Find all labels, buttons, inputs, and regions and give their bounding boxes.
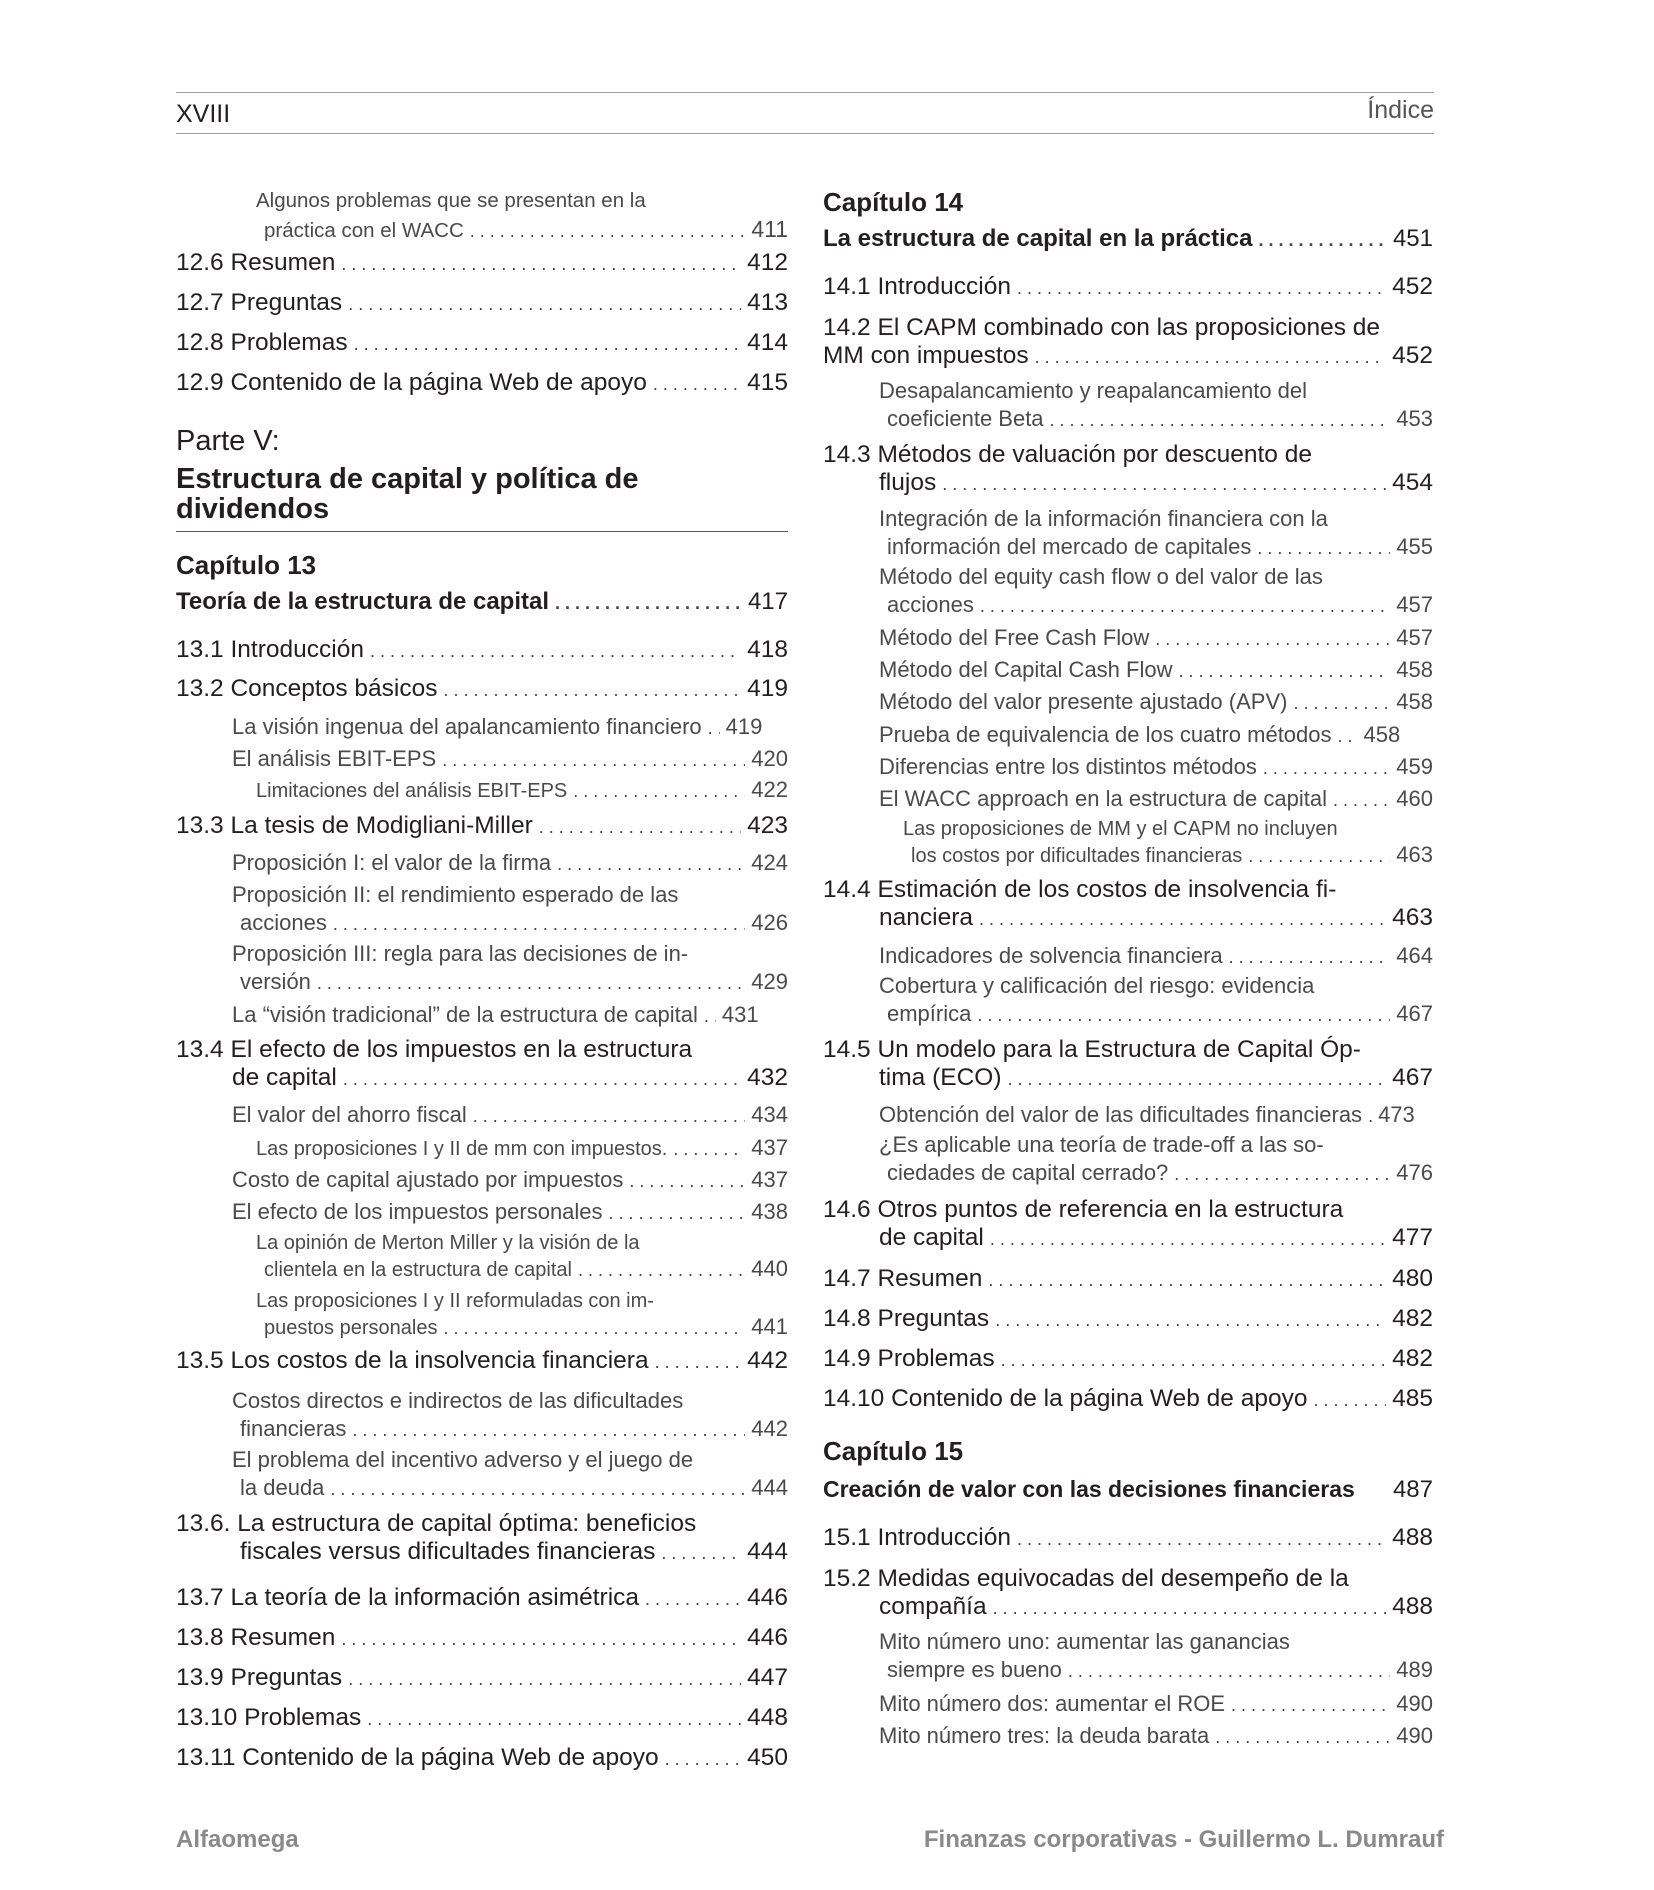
toc-entry[interactable] [823,1196,1433,1253]
leader-dots [473,1102,746,1130]
toc-entry-title: 13.1 Introducción [176,636,364,663]
leader-dots [1333,786,1390,814]
leader-dots [1017,274,1386,302]
toc-page-number: 473 [1378,1102,1415,1127]
toc-page-number: 457 [1396,592,1433,617]
toc-subentry[interactable] [232,940,788,997]
toc-entry-title: siempre es bueno [887,1657,1062,1682]
toc-entry-title: La visión ingenua del apalancamiento financiero [232,714,702,739]
toc-page-number: 448 [747,1704,788,1731]
toc-page-number: 419 [725,714,763,739]
toc-entry-title: Método del valor presente ajustado (APV) [879,689,1288,714]
toc-page-number: 413 [747,289,788,316]
toc-entry-title: 13.5 Los costos de la insolvencia financiera [176,1347,649,1374]
toc-page-number: 446 [747,1584,788,1611]
toc-entry-line: Cobertura y calificación del riesgo: evidencia [879,973,1315,998]
toc-subentry[interactable] [879,753,1433,782]
leader-dots [993,1594,1387,1622]
toc-entry-title: Método del Free Cash Flow [879,625,1150,650]
toc-entry[interactable] [823,1524,1433,1553]
toc-subentry[interactable] [232,713,788,742]
toc-subentry[interactable] [232,849,788,878]
toc-entry[interactable] [823,1305,1433,1334]
toc-entry-title: práctica con el WACC [264,219,464,242]
toc-page-number: 431 [721,1002,759,1027]
leader-dots [1178,657,1390,685]
toc-entry-title: 12.7 Preguntas [176,289,343,316]
toc-page-number: 458 [1396,689,1433,714]
toc-page-number: 440 [751,1256,788,1281]
toc-entry[interactable] [176,329,788,358]
leader-dots [1035,343,1387,371]
toc-page-number: 419 [747,675,788,702]
toc-entry-title: coeficiente Beta [887,406,1044,431]
toc-entry-title: fiscales versus dificultades financieras [240,1538,656,1565]
leader-dots [708,714,720,742]
leader-dots [665,1745,741,1773]
toc-entry-title: 12.8 Problemas [176,329,348,356]
toc-subentry[interactable] [879,656,1433,685]
toc-entry-title: MM con impuestos [823,342,1029,369]
toc-subentry[interactable] [232,1446,788,1503]
toc-entry-title: Mito número tres: la deuda barata [879,1723,1210,1748]
toc-page-number: 490 [1396,1723,1433,1748]
toc-entry-title: acciones [887,592,974,617]
toc-entry-title: acciones [240,910,327,935]
toc-subentry[interactable] [879,721,1433,750]
toc-entry-title: Limitaciones del análisis EBIT-EPS [256,780,568,802]
leader-dots [704,1002,716,1030]
toc-entry-title: Método del Capital Cash Flow [879,657,1173,682]
toc-page-number: 417 [747,588,788,615]
toc-entry-line: Costos directos e indirectos de las dificultades [232,1388,684,1413]
toc-subentry[interactable] [879,505,1433,562]
toc-entry-title: Teoría de la estructura de capital [176,588,550,615]
toc-chapter-entry[interactable] [176,588,788,617]
toc-page-number: 482 [1392,1345,1433,1372]
toc-entry-title: 13.11 Contenido de la página Web de apoyo [176,1744,659,1771]
toc-page-number: 463 [1392,904,1433,931]
toc-entry-title: El WACC approach en la estructura de capital [879,786,1327,811]
leader-dots [609,1199,746,1227]
leader-dots [629,1167,745,1195]
leader-dots [1215,1723,1390,1751]
toc-entry[interactable] [176,1704,788,1733]
leader-dots [367,1705,741,1733]
toc-page-number: 412 [747,249,788,276]
toc-entry-title: Obtención del valor de las dificultades financieras [879,1102,1363,1127]
chapter-label: Capítulo 13 [176,550,317,580]
toc-page-number: 442 [751,1416,788,1441]
toc-subsubentry[interactable] [256,1230,788,1283]
toc-entry-line: 14.2 El CAPM combinado con las proposiciones de [823,314,1381,341]
toc-entry-title: 14.8 Preguntas [823,1305,990,1332]
toc-entry-title: Prueba de equivalencia de los cuatro métodos [879,722,1332,747]
leader-dots [330,1475,745,1503]
toc-entry-title: 14.1 Introducción [823,273,1011,300]
toc-entry-title: versión [240,969,311,994]
toc-entry[interactable] [176,369,788,398]
leader-dots [470,217,746,245]
toc-page-number: 460 [1396,786,1433,811]
toc-subentry[interactable] [232,1198,788,1227]
leader-dots [1017,1525,1386,1553]
toc-page-number: 441 [751,1314,788,1339]
header-top-rule [176,92,1434,93]
toc-chapter-entry[interactable] [823,225,1433,254]
toc-entry[interactable] [823,441,1433,498]
leader-dots [1314,1386,1387,1414]
toc-entry[interactable] [176,249,788,278]
leader-dots [655,1348,742,1376]
toc-page-number: 420 [751,746,788,771]
leader-dots [443,1315,745,1341]
toc-entry-title: Mito número dos: aumentar el ROE [879,1691,1226,1716]
toc-entry-line: Integración de la información financiera con la [879,506,1328,531]
leader-dots [1068,1657,1390,1685]
toc-page-number: 424 [751,850,788,875]
toc-entry-title: financieras [240,1416,347,1441]
leader-dots [988,1266,1386,1294]
toc-page-number: 429 [751,969,788,994]
leader-dots [1248,843,1390,869]
toc-page-number: 415 [747,369,788,396]
toc-subentry[interactable] [232,1166,788,1195]
toc-entry-title: nanciera [879,904,973,931]
leader-dots [1231,1691,1390,1719]
toc-entry[interactable] [823,1385,1433,1414]
toc-entry-title: Proposición I: el valor de la firma [232,850,552,875]
toc-entry[interactable] [823,1265,1433,1294]
toc-subsubentry[interactable] [903,816,1433,869]
leader-dots [979,905,1386,933]
toc-entry-title: El análisis EBIT-EPS [232,746,437,771]
toc-subentry[interactable] [232,1001,788,1030]
toc-page-number: 457 [1396,625,1433,650]
toc-page-number: 411 [751,216,788,242]
leader-dots [317,969,745,997]
toc-entry-line: Desapalancamiento y reapalancamiento del [879,378,1308,403]
toc-entry[interactable] [176,812,788,841]
toc-entry[interactable] [176,1744,788,1773]
toc-entry-line: La opinión de Merton Miller y la visión de la [256,1232,640,1254]
toc-entry-title: 13.7 La teoría de la información asimétrica [176,1584,640,1611]
toc-page-number: 423 [747,812,788,839]
leader-dots [1338,722,1358,750]
toc-entry-line: Mito número uno: aumentar las ganancias [879,1629,1290,1654]
toc-entry-line: 14.6 Otros puntos de referencia en la estructura [823,1196,1344,1223]
toc-entry-line: Proposición II: el rendimiento esperado de las [232,882,679,907]
leader-dots [980,592,1390,620]
toc-page-number: 452 [1392,342,1433,369]
toc-subsubentry[interactable] [256,1288,788,1341]
toc-entry[interactable] [176,1347,788,1376]
leader-dots [653,370,741,398]
toc-page-number: 489 [1396,1657,1433,1682]
leader-dots [1257,534,1390,562]
toc-page-number: 434 [751,1102,788,1127]
toc-entry-title: 15.1 Introducción [823,1524,1011,1551]
toc-entry-title: La “visión tradicional” de la estructura de capital [232,1002,698,1027]
leader-dots [352,1416,745,1444]
toc-entry[interactable] [176,675,788,704]
toc-page-number: 467 [1392,1064,1433,1091]
toc-page-number: 458 [1396,657,1433,682]
toc-entry[interactable] [823,1036,1433,1093]
leader-dots [1263,754,1390,782]
toc-entry-line: 14.4 Estimación de los costos de insolvencia fi- [823,876,1337,903]
leader-dots [348,290,741,318]
toc-entry[interactable] [176,636,788,665]
toc-page-number: 463 [1396,842,1433,867]
leader-dots [573,778,745,804]
toc-page-number: 422 [751,777,788,802]
toc-subentry[interactable] [879,1101,1433,1130]
toc-entry-title: 12.9 Contenido de la página Web de apoyo [176,369,647,396]
leader-dots [1293,689,1390,717]
leader-dots [1368,1102,1372,1130]
toc-entry-title: tima (ECO) [879,1064,1002,1091]
toc-entry-title: los costos por dificultades financieras [911,845,1243,867]
toc-subentry[interactable] [879,563,1433,620]
toc-page-number: 487 [1392,1476,1433,1503]
toc-page-number: 437 [751,1167,788,1192]
toc-entry-line: 14.5 Un modelo para la Estructura de Capital Óp- [823,1036,1361,1063]
toc-entry[interactable] [823,876,1433,933]
footer-publisher: Alfaomega [176,1826,299,1853]
toc-page-number: 442 [747,1347,788,1374]
part-label: Parte V: [176,425,280,457]
toc-entry-title: Creación de valor con las decisiones financieras [823,1476,1355,1502]
toc-entry-title: de capital [879,1224,984,1251]
leader-dots [1155,625,1390,653]
toc-entry-title: 14.7 Resumen [823,1265,983,1292]
toc-entry-title: 14.9 Problemas [823,1345,995,1372]
toc-page-number: 444 [747,1538,788,1565]
chapter-label: Capítulo 15 [823,1436,964,1466]
running-header: Índice [1367,96,1434,124]
toc-page-number: 438 [751,1199,788,1224]
chapter-label: Capítulo 14 [823,187,964,217]
toc-entry[interactable] [823,1565,1433,1622]
toc-entry-title: Indicadores de solvencia financiera [879,943,1223,968]
toc-entry[interactable] [823,273,1433,302]
toc-entry-line: Las proposiciones I y II reformuladas con im- [256,1290,654,1312]
leader-dots [348,1665,741,1693]
toc-entry[interactable] [176,1624,788,1653]
toc-page-number: 476 [1396,1160,1433,1185]
footer-book-title: Finanzas corporativas - Guillermo L. Dumrauf [923,1826,1444,1853]
toc-page-number: 482 [1392,1305,1433,1332]
leader-dots [942,470,1386,498]
toc-page-number: 454 [1392,469,1433,496]
toc-entry-title: clientela en la estructura de capital [264,1259,572,1281]
toc-page-number: 488 [1392,1593,1433,1620]
toc-entry-line: 13.6. La estructura de capital óptima: beneficios [176,1510,697,1537]
leader-dots [1008,1065,1387,1093]
toc-entry-title: 13.3 La tesis de Modigliani-Miller [176,812,533,839]
toc-entry-line: 15.2 Medidas equivocadas del desempeño de la [823,1565,1349,1592]
toc-entry-line: Proposición III: regla para las decisiones de in- [232,941,689,966]
toc-page-number: 444 [751,1475,788,1500]
toc-page-number: 418 [747,636,788,663]
toc-entry-title: 14.10 Contenido de la página Web de apoyo [823,1385,1308,1412]
toc-subentry[interactable] [879,688,1433,717]
part-title: Estructura de capital y política de dividendos [176,463,639,525]
toc-subentry[interactable] [232,881,788,938]
toc-subentry[interactable] [232,1387,788,1444]
toc-page-number: 452 [1392,273,1433,300]
leader-dots [990,1225,1386,1253]
leader-dots [557,850,745,878]
toc-entry-line: Método del equity cash flow o del valor de las [879,564,1323,589]
toc-entry-title: Las proposiciones I y II de mm con impuestos. [256,1138,668,1160]
toc-subsubentry[interactable] [256,1135,788,1162]
toc-entry-line: 13.4 El efecto de los impuestos en la estructura [176,1036,693,1063]
leader-dots [673,1136,745,1162]
toc-subentry[interactable] [879,942,1433,971]
toc-entry-title: información del mercado de capitales [887,534,1252,559]
toc-entry-line: ¿Es aplicable una teoría de trade-off a las so- [879,1132,1324,1157]
toc-page-number: 458 [1363,722,1401,747]
toc-page-number: 426 [751,910,788,935]
toc-entry-title: la deuda [240,1475,325,1500]
toc-subsubentry[interactable] [256,777,788,804]
toc-page-number: 455 [1396,534,1433,559]
toc-page-number: 488 [1392,1524,1433,1551]
toc-entry-title: La estructura de capital en la práctica [823,225,1253,252]
leader-dots [444,676,742,704]
leader-dots [578,1257,745,1283]
leader-dots [354,330,742,358]
leader-dots [995,1306,1386,1334]
leader-dots [661,1539,741,1567]
toc-entry-line: Las proposiciones de MM y el CAPM no incluyen [903,818,1338,840]
leader-dots [341,1625,741,1653]
toc-page-number: 432 [747,1064,788,1091]
toc-page-number: 453 [1396,406,1433,431]
toc-subentry[interactable] [879,972,1433,1029]
toc-page-number: 414 [747,329,788,356]
toc-entry-title: puestos personales [264,1317,438,1339]
toc-page-number: 450 [747,1744,788,1771]
toc-entry[interactable] [176,289,788,318]
toc-page-number: 446 [747,1624,788,1651]
leader-dots [1229,943,1391,971]
leader-dots [555,589,742,617]
toc-page-number: 477 [1392,1224,1433,1251]
toc-page-number: 464 [1396,943,1433,968]
toc-entry[interactable] [176,1036,788,1093]
toc-entry-title: 12.6 Resumen [176,249,336,276]
toc-entry-line: El problema del incentivo adverso y el juego de [232,1447,694,1472]
toc-entry-title: de capital [232,1064,337,1091]
leader-dots [977,1001,1390,1029]
toc-entry-title: El valor del ahorro fiscal [232,1102,467,1127]
toc-entry-line: Algunos problemas que se presentan en la [256,189,646,212]
toc-page-number: 490 [1396,1691,1433,1716]
page-number: XVIII [176,100,231,128]
toc-entry-title: 13.9 Preguntas [176,1664,343,1691]
toc-entry[interactable] [823,1345,1433,1374]
toc-entry-title: Diferencias entre los distintos métodos [879,754,1257,779]
leader-dots [1174,1160,1390,1188]
toc-page-number: 447 [747,1664,788,1691]
toc-page-number: 485 [1392,1385,1433,1412]
part-rule [176,531,788,532]
toc-subentry[interactable] [232,1101,788,1130]
toc-entry-title: flujos [879,469,937,496]
toc-entry[interactable] [176,1664,788,1693]
leader-dots [442,746,745,774]
leader-dots [1050,406,1391,434]
leader-dots [343,1065,741,1093]
toc-entry[interactable] [823,314,1433,371]
leader-dots [333,910,745,938]
toc-page-number: 437 [751,1135,788,1160]
leader-dots [370,637,741,665]
toc-entry[interactable] [176,1584,788,1613]
toc-entry[interactable] [256,187,788,245]
leader-dots [341,250,741,278]
toc-subentry[interactable] [879,1628,1433,1685]
toc-page-number: 467 [1396,1001,1433,1026]
toc-entry-title: 13.8 Resumen [176,1624,336,1651]
toc-entry[interactable] [176,1510,788,1567]
toc-entry-line: 14.3 Métodos de valuación por descuento de [823,441,1312,468]
leader-dots [645,1585,741,1613]
leader-dots [539,813,741,841]
toc-entry-title: 13.10 Problemas [176,1704,362,1731]
toc-chapter-entry[interactable] [823,1475,1433,1504]
toc-page-number: 480 [1392,1265,1433,1292]
leader-dots [1259,226,1387,254]
toc-entry-title: El efecto de los impuestos personales [232,1199,603,1224]
toc-entry-title: empírica [887,1001,972,1026]
toc-entry-title: Costo de capital ajustado por impuestos [232,1167,624,1192]
toc-subentry[interactable] [879,624,1433,653]
toc-subentry[interactable] [879,1722,1433,1751]
toc-page-number: 459 [1396,754,1433,779]
toc-entry-title: compañía [879,1593,987,1620]
toc-entry-title: ciedades de capital cerrado? [887,1160,1169,1185]
toc-subentry[interactable] [232,745,788,774]
toc-page-number: 451 [1392,225,1433,252]
header-bottom-rule [176,133,1434,134]
toc-subentry[interactable] [879,1690,1433,1719]
toc-subentry[interactable] [879,377,1433,434]
toc-subentry[interactable] [879,785,1433,814]
toc-entry-title: 13.2 Conceptos básicos [176,675,438,702]
leader-dots [1001,1346,1387,1374]
toc-subentry[interactable] [879,1131,1433,1188]
